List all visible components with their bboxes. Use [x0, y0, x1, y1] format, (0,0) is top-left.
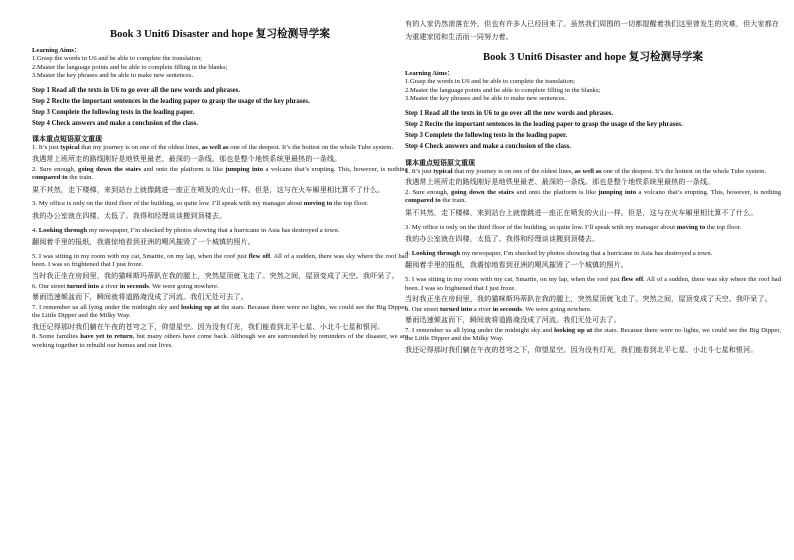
item-7-zh-2: 我还记得那时我们躺在午夜的苍穹之下，仰望星空。因为没有灯光，我们能看到北平七星、小北斗七星和银河。 — [405, 345, 758, 355]
section-heading: 课本重点短语原文重现 — [32, 135, 102, 144]
page-title-2: Book 3 Unit6 Disaster and hope 复习检测导学案 — [483, 52, 703, 64]
aim-3-2: 3.Master the key phrases and be able to make new sentences. — [405, 95, 567, 103]
item-5-en-2: 5. I was sitting in my room with my cat, Smartie, on my lap, when the roof just flew off. All of a sudden, there was sky where the roof had been. I was so frightened that I just froze. — [405, 275, 781, 292]
step-1: Step 1 Read all the texts in U6 to go over all the new words and phrases. — [32, 87, 241, 95]
aim-1: 1.Grasp the words in U6 and be able to complete the translation; — [32, 55, 202, 63]
step-3-2: Step 3 Complete the following tests in the leading paper. — [405, 131, 568, 139]
item-7-en: 7. I remember us all lying under the midnight sky and looking up at the stars. Because there were no lights, we could see the Big Dipper, the Little Dipper and the Milky Way. — [32, 303, 408, 320]
item-1-en-2: 1. It’s just typical that my journey is on one of the oldest lines, as well as one of the deepest. It’s the hottest on the whole Tube system. — [405, 167, 767, 175]
item-1-zh: 我遇常上班所走的路线刚好是地铁里最老、最深的一条线。那也是整个地铁系统里最热的一条线。 — [32, 153, 342, 163]
step-2: Step 2 Recite the important sentences in the leading paper to grasp the usage of the key phrases. — [32, 97, 310, 105]
item-2-en: 2. Sure enough, going down the stairs and onto the platform is like jumping into a volcano that’s erupting. This, however, is nothing compared to the train. — [32, 165, 408, 182]
item-5-en: 5. I was sitting in my room with my cat, Smartie, on my lap, when the roof just flew off. All of a sudden, there was sky where the roof had been. I was so frightened that I just froze. — [32, 252, 408, 269]
step-3: Step 3 Complete the following tests in the leading paper. — [32, 108, 195, 116]
aim-2-2: 2.Master the language points and be able to complete filling in the blanks; — [405, 86, 601, 94]
item-4-en: 4. Looking through my newspaper, I’m shocked by photos showing that a hurricane in Asia has destroyed a town. — [32, 226, 340, 234]
item-3-zh-2: 我的办公室就在四楼，太低了。我得和经理谈谈搬到顶楼去。 — [405, 234, 600, 244]
item-4-zh-2: 翻阅着手里的报纸，我震惊地看到亚洲的飓风摧毁了一个城镇的照片。 — [405, 260, 629, 270]
aim-1-2: 1.Grasp the words in U6 and be able to complete the translation; — [405, 78, 575, 86]
item-1-zh-2: 我遇常上班所走的路线刚好是地铁里最老、最深的一条线。那也是整个地铁系统里最热的一条线。 — [405, 177, 715, 187]
item-6-en: 6. Our street turned into a river in seconds. We were going nowhere. — [32, 282, 219, 290]
section-heading-2: 课本重点短语原文重现 — [405, 158, 475, 167]
item-1-en: 1. It’s just typical that my journey is on one of the oldest lines, as well as one of the deepest. It’s the hottest on the whole Tube system. — [32, 144, 394, 152]
step-4-2: Step 4 Check answers and make a conclusion of the class. — [405, 142, 571, 150]
item-8-zh-top: 有的人家仍然滚落在外，但也有许多人已经回来了。虽然我们周围的一切都提醒着我们这里曾发生的灾难，但大家都在为重建家园和生活而一同努力着。 — [405, 19, 780, 41]
aims-heading: Learning Aims： — [32, 47, 81, 54]
page-title: Book 3 Unit6 Disaster and hope 复习检测导学案 — [110, 29, 330, 40]
item-3-zh: 我的办公室就在四楼，太低了。我得和经理谈谈搬到顶楼去。 — [32, 210, 227, 220]
step-1-2: Step 1 Read all the texts in U6 to go over all the new words and phrases. — [405, 110, 614, 118]
aim-3: 3.Master the key phrases and be able to make new sentences. — [32, 71, 194, 79]
aim-2: 2.Master the language points and be able to complete filling in the blanks; — [32, 63, 228, 71]
item-6-zh-2: 暴雨迅速倾盆而下，瞬间就将道路淹没成了河流。我们无处可去了。 — [405, 315, 621, 325]
item-2-zh: 果不其然，走下楼梯，来到站台上就像跳进一座正在喷发的火山一样。但是，这与在火车厢里相比算不了什么。 — [32, 184, 385, 194]
item-5-zh-2: 当时我正坐在房间里，我的猫咪斯玛蒂趴在我的腿上，突然屋顶就飞走了。突然之间，屋顶变成了天空。我吓呆了。 — [405, 294, 772, 304]
item-3-en: 3. My office is only on the third floor of the building, so quite low. I’ll speak with my manager about moving to the top floor. — [32, 200, 369, 208]
aims-heading-2: Learning Aims： — [405, 70, 454, 78]
item-6-en-2: 6. Our street turned into a river in seconds. We were going nowhere. — [405, 305, 592, 313]
item-7-en-2: 7. I remember us all lying under the midnight sky and looking up at the stars. Because there were no lights, we could see the Big Dipper, the Little Dipper and the Milky Way. — [405, 326, 781, 343]
item-3-en-2: 3. My office is only on the third floor of the building, so quite low. I’ll speak with my manager about moving to the top floor. — [405, 223, 742, 231]
step-4: Step 4 Check answers and make a conclusion of the class. — [32, 119, 198, 127]
item-6-zh: 暴雨迅速倾盆而下，瞬间就将道路淹没成了河流。我们无处可去了。 — [32, 292, 248, 302]
item-4-zh: 翻阅着手里的报纸，我震惊地看到亚洲的飓风摧毁了一个城镇的照片。 — [32, 237, 256, 247]
item-7-zh: 我还记得那时我们躺在午夜的苍穹之下，仰望星空。因为没有灯光，我们能看到北平七星、小北斗七星和银河。 — [32, 321, 385, 331]
item-4-en-2: 4. Looking through my newspaper, I’m shocked by photos showing that a hurricane in Asia has destroyed a town. — [405, 249, 713, 257]
step-2-2: Step 2 Recite the important sentences in the leading paper to grasp the usage of the key phrases. — [405, 121, 683, 129]
item-2-zh-2: 果不其然，走下楼梯，来到站台上就像跳进一座正在喷发的火山一样。但是，这与在火车厢里相比算不了什么。 — [405, 207, 758, 217]
item-8-en: 8. Some families have yet to return, but many others have come back. Although we are surrounded by reminders of the disaster, we are working together to rebuild our homes and our lives. — [32, 333, 408, 350]
left-page — [32, 0, 408, 560]
right-page — [405, 0, 781, 560]
item-2-en-2: 2. Sure enough, going down the stairs and onto the platform is like jumping into a volcano that’s erupting. This, however, is nothing compared to the train. — [405, 188, 781, 205]
item-5-zh: 当时我正坐在房间里，我的猫咪斯玛蒂趴在我的腿上，突然屋顶就飞走了。突然之间，屋顶变成了天空。我吓呆了。 — [32, 270, 399, 280]
